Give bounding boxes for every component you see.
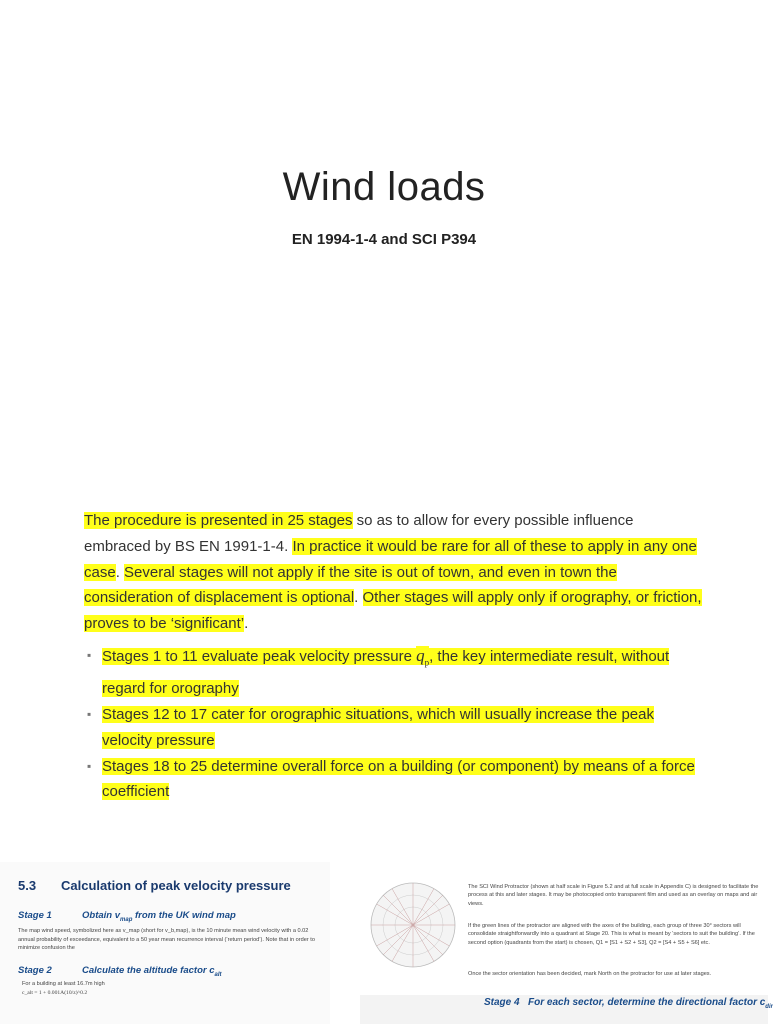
stage-1-heading: Stage 1 Obtain $v_{map}$ from the UK wind map: [18, 910, 236, 923]
stage-4-band: [360, 995, 773, 1024]
slide-title: Wind loads: [282, 165, 486, 209]
paragraph-run: .: [244, 615, 249, 633]
stage-2-heading: Stage 2 Calculate the altitude factor $c_{alt}$: [18, 965, 222, 978]
slide-subtitle: EN 1994-1-4 and SCI P394: [291, 231, 477, 248]
paragraph-run: so as to allow for every possible influence embraced by BS EN 1991-1-4.: [84, 512, 634, 555]
bullet-marker: ▪: [87, 648, 92, 662]
bullet-stages-1-11: [84, 643, 704, 702]
bullet-stages-18-25: [84, 754, 704, 806]
wind-protractor-icon: [368, 880, 458, 970]
sector-text: If the green lines of the protractor are aligned with the axes of the building, each group of three 30° sectors will consolidate straightforwardly into a quadrant at Stage 20. This is what is meant by ‘sectors to suit the building’. If the second option (quadrants from the start) is chosen, Q1 = [S1 + S2 + S3], Q2 = [S4 + S5 + S6] etc.: [468, 923, 755, 946]
section-number: 5.3: [18, 878, 37, 893]
bullet-1-text-start: Stages 1 to 11 evaluate peak velocity pressure: [102, 648, 417, 665]
procedure-slide: [0, 490, 768, 820]
bullet-stages-12-17: [84, 702, 704, 754]
section-title: Calculation of peak velocity pressure: [61, 878, 291, 893]
bullet-2-text: Stages 12 to 17 cater for orographic situations, which will usually increase the peak velocity pressure: [102, 705, 654, 749]
paragraph-run: Several stages will not apply if the site is out of town, and even in town the consideration of displacement is optional: [84, 563, 617, 607]
stage-4-heading: Stage 4 For each sector, determine the directional factor $c_{dir}$: [484, 997, 773, 1010]
stage-2-note: For a building at least 16.7m high: [22, 981, 105, 987]
orientation-text: Once the sector orientation has been decided, mark North on the protractor for use at later stages.: [468, 971, 712, 977]
title-slide: [0, 0, 768, 430]
document-excerpt-right: [360, 875, 773, 1024]
document-excerpt-left: [0, 862, 330, 1024]
bullet-marker: ▪: [87, 758, 92, 773]
procedure-paragraph: [84, 508, 704, 637]
bullet-marker: ▪: [87, 706, 92, 721]
stages-bullet-list: [84, 643, 704, 805]
paragraph-run: .: [354, 589, 363, 607]
bullet-3-text: Stages 18 to 25 determine overall force on a building (or component) by means of a force coefficient: [102, 757, 695, 801]
qp-symbol: $q_p$: [416, 646, 430, 668]
altitude-formula: c_alt = 1 + 0.001A(10/z)^0.2: [22, 990, 88, 996]
paragraph-run: The procedure is presented in 25 stages: [84, 512, 353, 529]
protractor-text: The SCI Wind Protractor (shown at half scale in Figure 5.2 and at full scale in Appendix C) is designed to facilitate the process at this and later stages. It may be photocopied onto transparent film and used as an overlay on maps and air views.: [468, 884, 759, 907]
section-heading: [18, 878, 291, 893]
bullet-1-text-end: , the key intermediate result, without regard for orography: [102, 648, 670, 698]
stage-1-text: The map wind speed, symbolized here as v_map (short for v_b,map), is the 10 minute mean wind velocity with a 0.02 annual probability of exceedance, equivalent to a 50 year mean recurrence interval (‘return period’). Note that in order to minimize confusion the: [18, 928, 315, 952]
paragraph-run: .: [115, 563, 125, 581]
paragraph-run: In practice it would be rare for all of these to apply in any one case: [84, 537, 697, 581]
paragraph-run: Other stages will apply only if orography, or friction, proves to be ‘significant’: [84, 589, 702, 633]
